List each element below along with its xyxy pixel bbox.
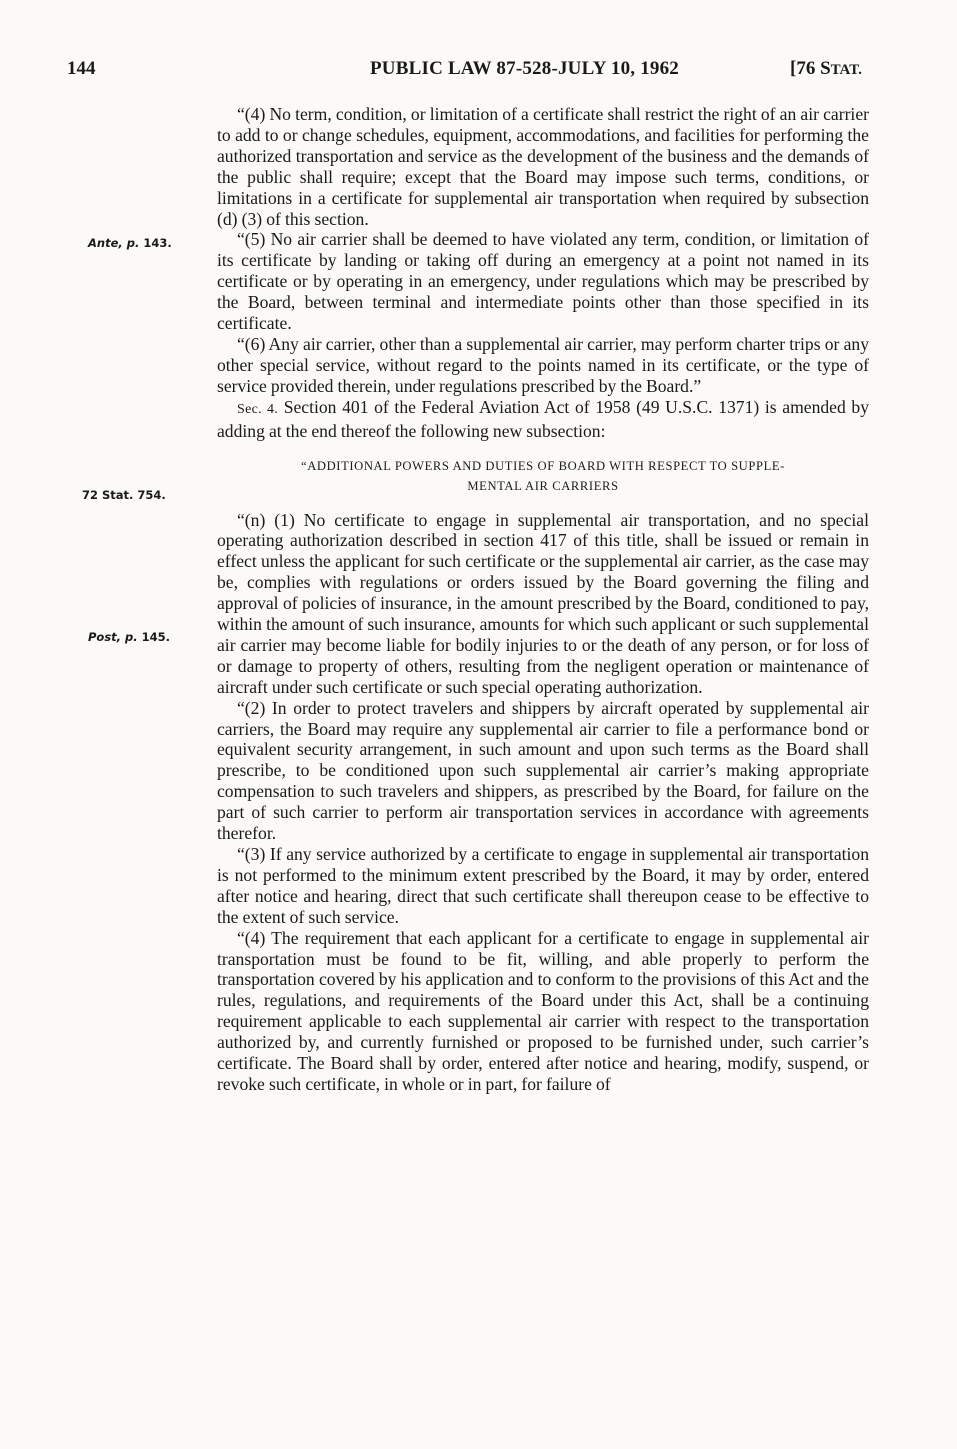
- paragraph-n4: “(4) The requirement that each applicant for a certificate to engage in supplemental air transportation must be found to be fit, willing, and able properly to perform the transportation covered by his application and to conform to the provisions of this Act and the rules, regulations, and requirements of the Board under this Act, shall be a continuing requirement applicable to each supplemental air carrier with respect to the transportation authorized by, and currently furnished or proposed to be furnished under, such carrier’s certificate. The Board shall by order, entered after notice and hearing, modify, suspend, or revoke such certificate, in whole or in part, for failure of: [217, 927, 869, 1094]
- section-heading: “ADDITIONAL POWERS AND DUTIES OF BOARD WITH RESPECT TO SUPPLE- MENTAL AIR CARRIERS: [301, 458, 785, 493]
- section-label: Sec. 4.: [237, 401, 279, 417]
- page-number: 144: [67, 58, 96, 79]
- paragraph-5: “(5) No air carrier shall be deemed to have violated any term, condition, or limitation of its certificate by landing or taking off during an emergency at a point not named in its certificate or by operating in an emergency, under regulations which may be prescribed by the Board, between terminal and intermediate points other than those specified in its certificate.: [217, 229, 869, 334]
- statute-reference: [76 STAT.: [790, 58, 862, 79]
- paragraph-4: “(4) No term, condition, or limitation of a certificate shall restrict the right of an air carrier to add to or change schedules, equipment, accommodations, and facilities for performing the authorized transportation and service as the development of the business and the demands of the public shall require; except that the Board may impose such terms, conditions, or limitations in a certificate for supplemental air transportation when required by subsection (d) (3) of this section.: [217, 104, 869, 229]
- paragraph-n1: “(n) (1) No certificate to engage in supplemental air transportation, and no special operating authorization described in section 417 of this title, shall be issued or remain in effect unless the applicant for such certificate or the supplemental air carrier, as the case may be, complies with regulations or orders issued by the Board governing the filing and approval of policies of insurance, in the amount prescribed by the Board, conditioned to pay, within the amount of such insurance, amounts for which such applicant or such supplemental air carrier may become liable for bodily injuries to or the death of any person, or for loss of or damage to property of others, resulting from the negligent operation or maintenance of aircraft under such certificate or such special operating authorization.: [217, 509, 869, 697]
- margin-note-72-stat: 72 Stat. 754.: [82, 488, 166, 502]
- page-title: PUBLIC LAW 87-528-JULY 10, 1962: [370, 58, 680, 79]
- page-header: [0, 58, 957, 84]
- margin-note-post: Post, p. 145.: [88, 630, 171, 644]
- paragraph-n2: “(2) In order to protect travelers and shippers by aircraft operated by supplemental air carriers, the Board may require any supplemental air carrier to file a performance bond or equivalent security arrangement, in such amount and upon such terms as the Board shall prescribe, to be conditioned upon such supplemental air carrier’s making appropriate compensation to such travelers and shippers, as prescribed by the Board, for failure on the part of such carrier to perform air transportation services in accordance with agreements therefor.: [217, 697, 869, 844]
- main-text: [217, 104, 869, 1095]
- margin-note-ante: Ante, p. 143.: [88, 236, 172, 250]
- paragraph-6: “(6) Any air carrier, other than a supplemental air carrier, may perform charter trips or any other special service, without regard to the points named in its certificate, or the type of service provided therein, under regulations prescribed by the Board.”: [217, 333, 869, 396]
- section-4-paragraph: Sec. 4. Section 401 of the Federal Aviation Act of 1958 (49 U.S.C. 1371) is amended by adding at the end thereof the following new subsection:: [217, 396, 869, 441]
- paragraph-n3: “(3) If any service authorized by a certificate to engage in supplemental air transportation is not performed to the minimum extent prescribed by the Board, it may by order, entered after notice and hearing, direct that such certificate shall thereupon cease to be effective to the extent of such service.: [217, 844, 869, 927]
